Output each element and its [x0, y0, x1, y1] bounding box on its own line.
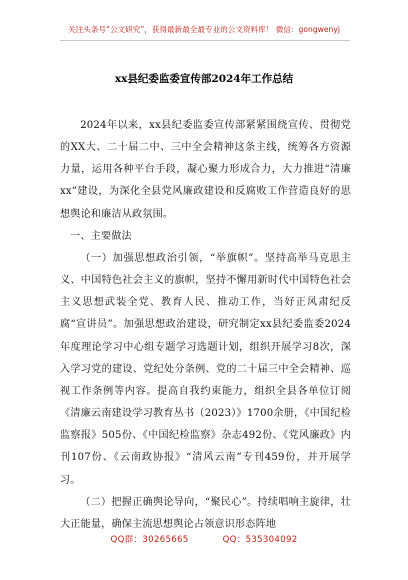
section-heading: 一、主要做法 — [70, 230, 132, 242]
footer-qq-group: QQ群：30265665 — [110, 535, 189, 545]
document-title: xx县纪委监委宣传部2024年工作总结 — [114, 73, 294, 85]
footer-qq: QQ：535304092 — [222, 535, 298, 545]
body-paragraph-1: （一）加强思想政治引领，“举旗帜”。坚持高举马克思主义、中国特色社会主义的旗帜，坚持不懈用新时代中国特色社会主义思想武装全党、教育人民、推动工作，当好正风肃纪反腐“宣讲员”。加强思想政治建设，研究制定xx县纪委监委2024年度理论学习中心组专题学习选题计划，组织开展学习8次，深入学习党的建设、党纪处分条例、党的二十届三中全会精神、巡视工作条例等内容。提高自我约束能力，组织全县各单位订阅《清廉云南建设学习教育丛书（2023）》1700余册，《中国纪检监察报》505份、《中国纪检监察》杂志492份、《党风廉政》内刊107份、《云南政协报》“清风云南”专刊459份，并开展学习。 — [60, 252, 351, 486]
header-banner: 关注头条号“公文研究”，获得最新最全最专业的公文资料库！ 微信：gongwenyj — [68, 25, 340, 34]
body-paragraph-2: （二）把握正确舆论导向，“聚民心”。持续唱响主旋律，壮大正能量，确保主流思想舆论占领意识形态阵地 — [60, 496, 351, 530]
header-divider — [60, 40, 350, 41]
footer-contact — [0, 533, 408, 545]
document-body — [60, 115, 351, 536]
intro-paragraph: 2024年以来，xx县纪委监委宣传部紧紧围绕宣传、贯彻党的XX大、二十届二中、三中全会精神这条主线，统筹各方资源力量，运用各种平台手段，凝心聚力形成合力，大力推进“清廉xx”建设，为深化全县党风廉政建设和反腐败工作营造良好的思想舆论和廉洁从政氛围。 — [60, 120, 351, 220]
